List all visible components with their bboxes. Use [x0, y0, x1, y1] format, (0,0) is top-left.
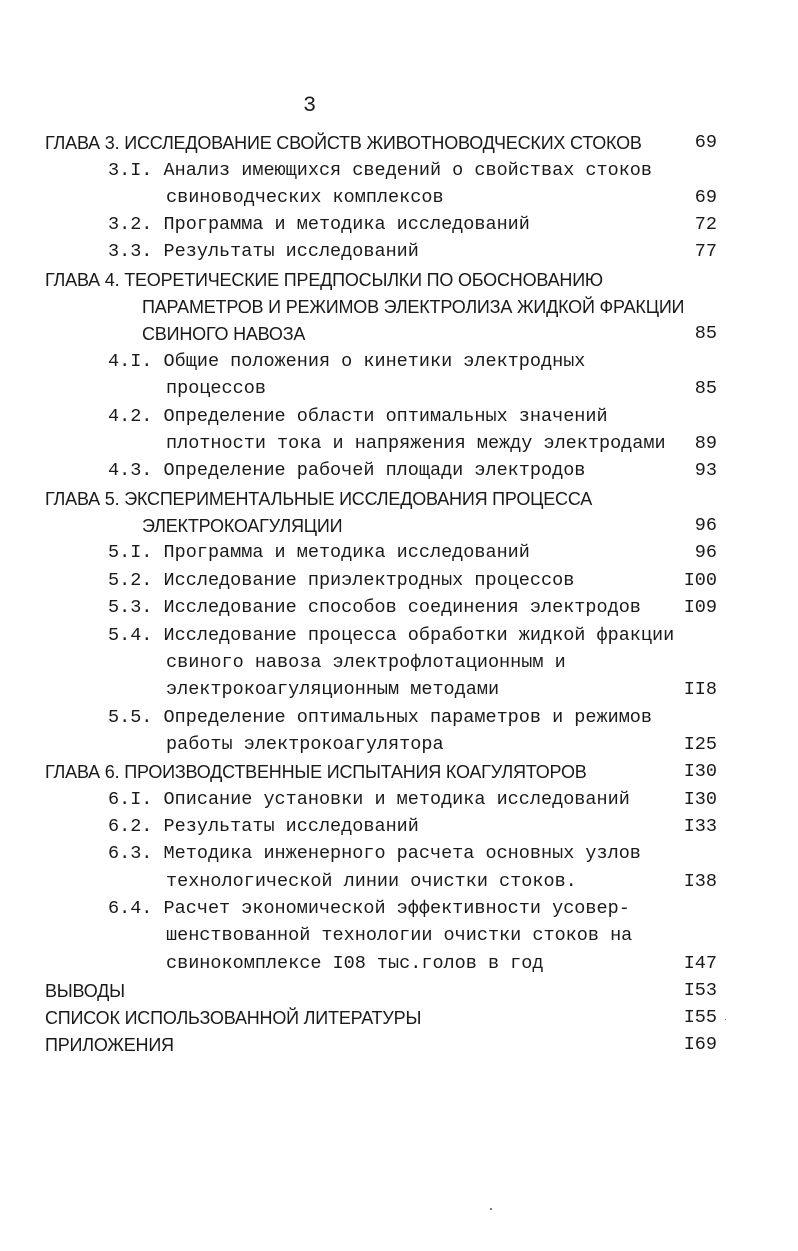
- toc-item-5-5: [108, 706, 652, 730]
- toc-title: Программа и методика исследований: [163, 542, 530, 563]
- page-number: 3: [303, 93, 317, 118]
- toc-item-5-4: [108, 624, 674, 648]
- scan-speck: [490, 1208, 492, 1210]
- toc-continuation: свиноводческих комплексов: [166, 187, 444, 208]
- toc-prefix: 5.4.: [108, 625, 153, 646]
- toc-chapter-4: [45, 268, 603, 292]
- toc-prefix: 3.2.: [108, 214, 153, 235]
- toc-page: II8: [683, 679, 717, 700]
- toc-prefix: 5.3.: [108, 597, 153, 618]
- toc-prefix: 4.I.: [108, 351, 153, 372]
- toc-prefix: 4.2.: [108, 406, 153, 427]
- toc-title: Расчет экономической эффективности усовер-: [163, 898, 630, 919]
- toc-continuation: электрокоагуляционным методами: [166, 679, 500, 700]
- toc-chapter-3: [45, 131, 642, 155]
- toc-item-3-2: [108, 213, 530, 237]
- toc-bibliography: СПИСОК ИСПОЛЬЗОВАННОЙ ЛИТЕРАТУРЫ: [45, 1008, 422, 1028]
- toc-prefix: 5.5.: [108, 707, 153, 728]
- toc-page: I47: [683, 953, 717, 974]
- toc-page: 69: [694, 187, 717, 208]
- toc-title: Анализ имеющихся сведений о свойствах стоков: [163, 160, 653, 181]
- toc-title: Программа и методика исследований: [163, 214, 530, 235]
- toc-prefix: 6.I.: [108, 789, 153, 810]
- toc-item-5-3: [108, 596, 641, 620]
- toc-title: Определение оптимальных параметров и режимов: [163, 707, 653, 728]
- toc-conclusions: ВЫВОДЫ: [45, 981, 125, 1001]
- toc-item-5-2: [108, 569, 574, 593]
- toc-page: 89: [694, 433, 717, 454]
- toc-page: 69: [694, 132, 717, 153]
- toc-page: I30: [683, 761, 717, 782]
- toc-item-6-2: [108, 815, 419, 839]
- toc-continuation: процессов: [166, 378, 266, 399]
- toc-page: I55: [683, 1007, 717, 1028]
- toc-prefix: 3.3.: [108, 241, 153, 262]
- toc-title: ПРОИЗВОДСТВЕННЫЕ ИСПЫТАНИЯ КОАГУЛЯТОРОВ: [124, 762, 587, 782]
- toc-item-6-1: [108, 788, 630, 812]
- toc-prefix: 3.I.: [108, 160, 153, 181]
- toc-prefix: ГЛАВА 5.: [45, 489, 120, 509]
- toc-item-3-3: [108, 240, 419, 264]
- toc-appendices: ПРИЛОЖЕНИЯ: [45, 1035, 174, 1055]
- toc-item-6-3: [108, 842, 641, 866]
- toc-title: Исследование процесса обработки жидкой фракции: [163, 625, 675, 646]
- toc-title: ТЕОРЕТИЧЕСКИЕ ПРЕДПОСЫЛКИ ПО ОБОСНОВАНИЮ: [124, 270, 603, 290]
- toc-prefix: ГЛАВА 3.: [45, 133, 120, 153]
- toc-continuation: ПАРАМЕТРОВ И РЕЖИМОВ ЭЛЕКТРОЛИЗА ЖИДКОЙ ФРАКЦИИ: [142, 297, 685, 317]
- toc-page: I33: [683, 816, 717, 837]
- toc-prefix: ГЛАВА 4.: [45, 270, 120, 290]
- toc-title: ЭКСПЕРИМЕНТАЛЬНЫЕ ИССЛЕДОВАНИЯ ПРОЦЕССА: [124, 489, 593, 509]
- scan-speck: [725, 1019, 726, 1020]
- toc-title: ИССЛЕДОВАНИЕ СВОЙСТВ ЖИВОТНОВОДЧЕСКИХ СТОКОВ: [124, 133, 642, 153]
- toc-page: I25: [683, 734, 717, 755]
- toc-page: I38: [683, 871, 717, 892]
- toc-item-4-3: [108, 459, 585, 483]
- toc-page: 96: [694, 515, 717, 536]
- toc-prefix: ГЛАВА 6.: [45, 762, 120, 782]
- toc-page: I53: [683, 980, 717, 1001]
- toc-continuation: шенствованной технологии очистки стоков на: [166, 925, 633, 946]
- toc-continuation: ЭЛЕКТРОКОАГУЛЯЦИИ: [142, 516, 343, 536]
- toc-chapter-5: [45, 487, 592, 511]
- toc-page: 96: [694, 542, 717, 563]
- toc-prefix: 6.2.: [108, 816, 153, 837]
- toc-page: I00: [683, 570, 717, 591]
- toc-continuation: работы электрокоагулятора: [166, 734, 444, 755]
- toc-continuation: свинокомплексе I08 тыс.голов в год: [166, 953, 544, 974]
- toc-item-5-1: [108, 541, 530, 565]
- toc-item-4-2: [108, 405, 608, 429]
- toc-continuation: свиного навоза электрофлотационным и: [166, 652, 566, 673]
- toc-page: 85: [694, 378, 717, 399]
- toc-prefix: 4.3.: [108, 460, 153, 481]
- toc-page: I30: [683, 789, 717, 810]
- toc-title: Общие положения о кинетики электродных: [163, 351, 586, 372]
- toc-prefix: 6.3.: [108, 843, 153, 864]
- toc-page: 85: [694, 323, 717, 344]
- toc-page: I09: [683, 597, 717, 618]
- toc-prefix: 6.4.: [108, 898, 153, 919]
- toc-item-4-1: [108, 350, 585, 374]
- toc-continuation: технологической линии очистки стоков.: [166, 871, 577, 892]
- toc-title: Определение рабочей площади электродов: [163, 460, 586, 481]
- toc-title: Исследование приэлектродных процессов: [163, 570, 575, 591]
- toc-page: 93: [694, 460, 717, 481]
- toc-title: Методика инженерного расчета основных узлов: [163, 843, 641, 864]
- toc-title: Определение области оптимальных значений: [163, 406, 608, 427]
- toc-title: Результаты исследований: [163, 816, 419, 837]
- toc-continuation: СВИНОГО НАВОЗА: [142, 324, 306, 344]
- toc-item-6-4: [108, 897, 630, 921]
- toc-chapter-6: [45, 760, 587, 784]
- toc-page: I69: [683, 1034, 717, 1055]
- toc-title: Результаты исследований: [163, 241, 419, 262]
- toc-item-3-1: [108, 159, 652, 183]
- toc-continuation: плотности тока и напряжения между электродами: [166, 433, 666, 454]
- toc-page: 77: [694, 241, 717, 262]
- toc-title: Описание установки и методика исследований: [163, 789, 630, 810]
- toc-page: 72: [694, 214, 717, 235]
- toc-prefix: 5.2.: [108, 570, 153, 591]
- toc-prefix: 5.I.: [108, 542, 153, 563]
- toc-title: Исследование способов соединения электродов: [163, 597, 641, 618]
